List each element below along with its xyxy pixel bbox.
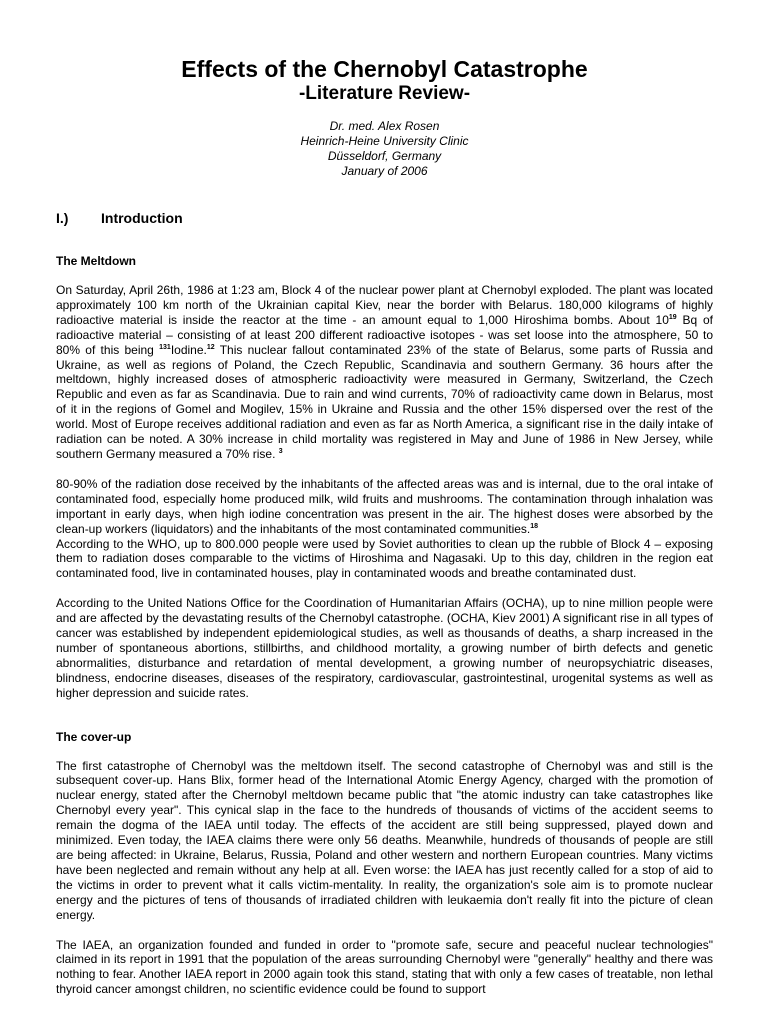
paragraph-meltdown-1: [56, 283, 713, 462]
paragraph-meltdown-3: According to the WHO, up to 800.000 people were used by Soviet authorities to clean up the rubble of Block 4 – exposing them to radiation doses comparable to the victims of Hiroshima and Nagasaki. Up to this day, children in the region eat contaminated food, live in contaminated houses, play in contaminated woods and breathe contaminated dust.: [56, 536, 713, 581]
document-subtitle: -Literature Review-: [298, 83, 471, 104]
text-run: Iodine.: [170, 342, 207, 357]
superscript: 19: [668, 313, 677, 321]
section-title: Introduction: [101, 210, 183, 226]
section-number: I.): [56, 210, 69, 226]
author-location: Düsseldorf, Germany: [327, 149, 442, 163]
paragraph-coverup-2: The IAEA, an organization founded and funded in order to "promote safe, secure and peaceful nuclear technologies" claimed in its report in 1991 that the population of the areas surrounding Chernobyl were "generally" healthy and there was nothing to fear. Another IAEA report in 2000 again took this stand, stating that with only a few cases of treatable, non lethal thyroid cancer amongst children, no scientific evidence could be found to support: [56, 937, 713, 997]
section-heading: [56, 210, 713, 227]
footnote-ref: 18: [530, 522, 539, 530]
superscript: 131: [159, 343, 171, 351]
paragraph-coverup-1: The first catastrophe of Chernobyl was the meltdown itself. The second catastrophe of Chernobyl was and still is the subsequent cover-up. Hans Blix, former head of the International Atomic Energy Agency, charged with the promotion of nuclear energy, stated after the Chernobyl meltdown became public that "the atomic industry can take catastrophes like Chernobyl every year". This cynical slap in the face to the hundreds of thousands of victims of the accident seems to remain the dogma of the IAEA until today. The effects of the accident are still being suppressed, played down and minimized. Even today, the IAEA claims there were only 56 deaths. Meanwhile, hundreds of thousands of people are still are being affected: in Ukraine, Belarus, Russia, Poland and other western and northern European countries. Many victims have been neglected and remain without any help at all. Even worse: the IAEA has just recently called for a stop of aid to the victims in order to prevent what it calls victim-mentality. In reality, the organization's sole aim is to promote nuclear energy and the pictures of tens of thousands of irradiated children with leukaemia don't really fit into the picture of clean energy.: [56, 758, 713, 922]
author-block: [56, 119, 713, 179]
paragraph-meltdown-2: [56, 477, 713, 537]
author-name: Dr. med. Alex Rosen: [329, 119, 440, 133]
text-run: 80-90% of the radiation dose received by the inhabitants of the affected areas was and is internal, due to the oral intake of contaminated food, especially home produced milk, wild fruits and mushrooms. The contamination through inhalation was important in early days, when high iodine concentration was present in the air. The highest doses were absorbed by the clean-up workers (liquidators) and the inhabitants of the most contaminated communities.: [56, 476, 713, 536]
text-run: This nuclear fallout contaminated 23% of the state of Belarus, some parts of Russia and Ukraine, as well as regions of Poland, the Czech Republic, Scandinavia and southern Germany. 36 hours after the meltdown, highly increased doses of atmospheric radioactivity were measured in Germany, Switzerland, the Czech Republic and even as far as Scandinavia. Due to rain and wind currents, 70% of radioactivity came down in Belarus, most of it in the regions of Gomel and Mogilev, 15% in Ukraine and Russia and the other 15% dispersed over the rest of the world. Most of Europe receives additional radiation and even as far as North America, a significant rise in the daily intake of radiation can be noted. A 30% increase in child mortality was registered in May and June of 1986 in New Jersey, while southern Germany measured a 70% rise.: [56, 342, 713, 461]
footnote-ref: 3: [278, 447, 283, 455]
subheading-coverup: The cover-up: [56, 729, 132, 744]
document-title: Effects of the Chernobyl Catastrophe: [181, 56, 588, 82]
footnote-ref: 12: [206, 343, 215, 351]
document-date: January of 2006: [341, 164, 428, 178]
author-institution: Heinrich-Heine University Clinic: [300, 134, 469, 148]
text-run: On Saturday, April 26th, 1986 at 1:23 am, Block 4 of the nuclear power plant at Chernobyl exploded. The plant was located approximately 100 km north of the Ukrainian capital Kiev, near the border with Belarus. 180,000 kilograms of highly radioactive material is inside the reactor at the time - an amount equal to 1,000 Hiroshima bombs. About 10: [56, 283, 713, 327]
text-run: Bq of radioactive material – consisting of at least 200 different radioactive isotopes - was set loose into the atmosphere, 50 to 80% of this being: [56, 312, 713, 357]
document-page: [56, 56, 713, 997]
subheading-meltdown: The Meltdown: [56, 254, 136, 268]
paragraph-meltdown-4: According to the United Nations Office for the Coordination of Humanitarian Affairs (OCHA), up to nine million people were and are affected by the devastating results of the Chernobyl catastrophe. (OCHA, Kiev 2001) A significant rise in all types of cancer was established by independent epidemiological studies, as well as thousands of deaths, a sharp increased in the number of spontaneous abortions, stillbirths, and childhood mortality, a growing number of birth defects and genetic abnormalities, disturbance and retardation of mental development, a growing number of neuropsychiatric diseases, blindness, endocrine diseases, diseases of the respiratory, cardiovascular, gastrointestinal, urogenital systems as well as higher depression and suicide rates.: [56, 596, 713, 700]
